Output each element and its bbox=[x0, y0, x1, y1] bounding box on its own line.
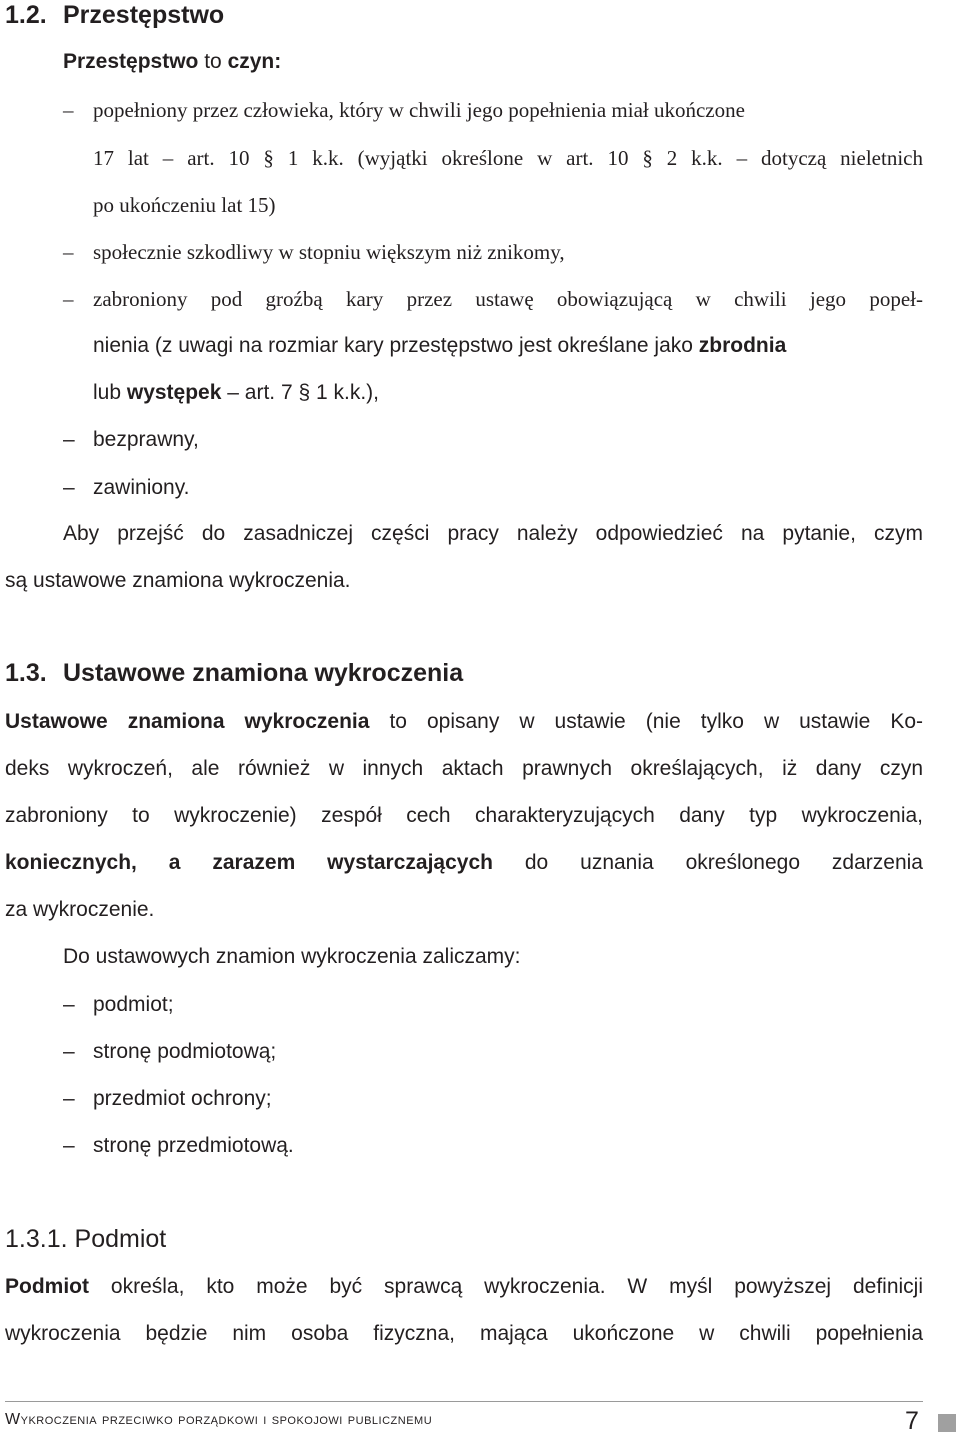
page-marker-square bbox=[938, 1414, 956, 1432]
paragraph-line bbox=[5, 1273, 923, 1301]
running-footer-title: Wykroczenia przeciwko porządkowi i spokojowi publicznemu bbox=[5, 1411, 433, 1428]
term-wystepek: występek bbox=[126, 381, 222, 404]
intro-connector: to bbox=[198, 50, 228, 73]
paragraph-line: deks wykroczeń, ale również w innych aktach prawnych określających, iż dany czyn bbox=[5, 757, 923, 780]
section-number: 1.2. bbox=[5, 1, 47, 29]
list-item: podmiot; bbox=[93, 993, 174, 1016]
page-number: 7 bbox=[905, 1407, 919, 1435]
paragraph-line: zabroniony to wykroczenie) zespół cech charakteryzujących dany typ wykroczenia, bbox=[5, 804, 923, 827]
text-run: to opisany w ustawie (nie tylko w ustawie Ko- bbox=[369, 710, 923, 733]
list-dash: – bbox=[63, 1134, 75, 1157]
list-dash: – bbox=[63, 993, 75, 1016]
list-dash: – bbox=[63, 476, 75, 499]
list-dash: – bbox=[63, 1087, 75, 1110]
list-item-line: społecznie szkodliwy w stopniu większym niż znikomy, bbox=[93, 240, 565, 264]
term-podmiot: Podmiot bbox=[5, 1275, 89, 1298]
list-item-line bbox=[93, 332, 786, 360]
text-run: określa, kto może być sprawcą wykroczenia. W myśl powyższej definicji bbox=[89, 1275, 923, 1298]
list-intro: Do ustawowych znamion wykroczenia zaliczamy: bbox=[63, 945, 521, 968]
list-item: przedmiot ochrony; bbox=[93, 1087, 272, 1110]
paragraph-line: za wykroczenie. bbox=[5, 898, 155, 921]
footer-rule bbox=[5, 1401, 923, 1402]
paragraph-line bbox=[5, 708, 923, 736]
closing-paragraph-line: są ustawowe znamiona wykroczenia. bbox=[5, 569, 351, 592]
list-dash: – bbox=[63, 240, 74, 264]
list-item-line: po ukończeniu lat 15) bbox=[93, 193, 276, 217]
section-title: Przestępstwo bbox=[63, 1, 225, 29]
section-heading-1-3-1 bbox=[5, 1224, 166, 1254]
section-number: 1.3.1. bbox=[5, 1225, 68, 1253]
term-zbrodnia: zbrodnia bbox=[698, 334, 787, 357]
term-ustawowe-znamiona: Ustawowe znamiona wykroczenia bbox=[5, 710, 370, 733]
definition-intro bbox=[63, 48, 281, 76]
intro-term: Przestępstwo bbox=[63, 50, 199, 73]
list-dash: – bbox=[63, 428, 75, 451]
section-title: Ustawowe znamiona wykroczenia bbox=[63, 659, 464, 687]
intro-term-2: czyn: bbox=[227, 50, 282, 73]
list-item: stronę przedmiotową. bbox=[93, 1134, 294, 1157]
section-number: 1.3. bbox=[5, 659, 47, 687]
list-item-line: popełniony przez człowieka, który w chwili jego popełnienia miał ukończone bbox=[93, 98, 745, 122]
list-dash: – bbox=[63, 98, 74, 122]
closing-paragraph-line: Aby przejść do zasadniczej części pracy należy odpowiedzieć na pytanie, czym bbox=[63, 522, 923, 545]
list-item-line: 17 lat – art. 10 § 1 k.k. (wyjątki określone w art. 10 § 2 k.k. – dotyczą nieletnich bbox=[93, 146, 923, 170]
list-item-line: zabroniony pod groźbą kary przez ustawę obowiązującą w chwili jego popeł- bbox=[93, 287, 923, 311]
section-heading-1-2 bbox=[5, 0, 224, 30]
list-item-line bbox=[93, 379, 379, 407]
list-item-line: bezprawny, bbox=[93, 428, 199, 451]
paragraph-line bbox=[5, 849, 923, 877]
list-dash: – bbox=[63, 1040, 75, 1063]
paragraph-line: wykroczenia będzie nim osoba fizyczna, mająca ukończone w chwili popełnienia bbox=[5, 1322, 923, 1345]
list-dash: – bbox=[63, 287, 74, 311]
text-run: do uznania określonego zdarzenia bbox=[492, 851, 923, 874]
text-run: lub bbox=[93, 381, 127, 404]
text-run: – art. 7 § 1 k.k.), bbox=[221, 381, 379, 404]
list-item-line: zawiniony. bbox=[93, 476, 190, 499]
section-heading-1-3 bbox=[5, 658, 463, 688]
section-title: Podmiot bbox=[74, 1225, 167, 1253]
list-item: stronę podmiotową; bbox=[93, 1040, 277, 1063]
text-run: nienia (z uwagi na rozmiar kary przestępstwo jest określane jako bbox=[93, 334, 699, 357]
term-konieczne-wystarczajace: koniecznych, a zarazem wystarczających bbox=[5, 851, 493, 874]
